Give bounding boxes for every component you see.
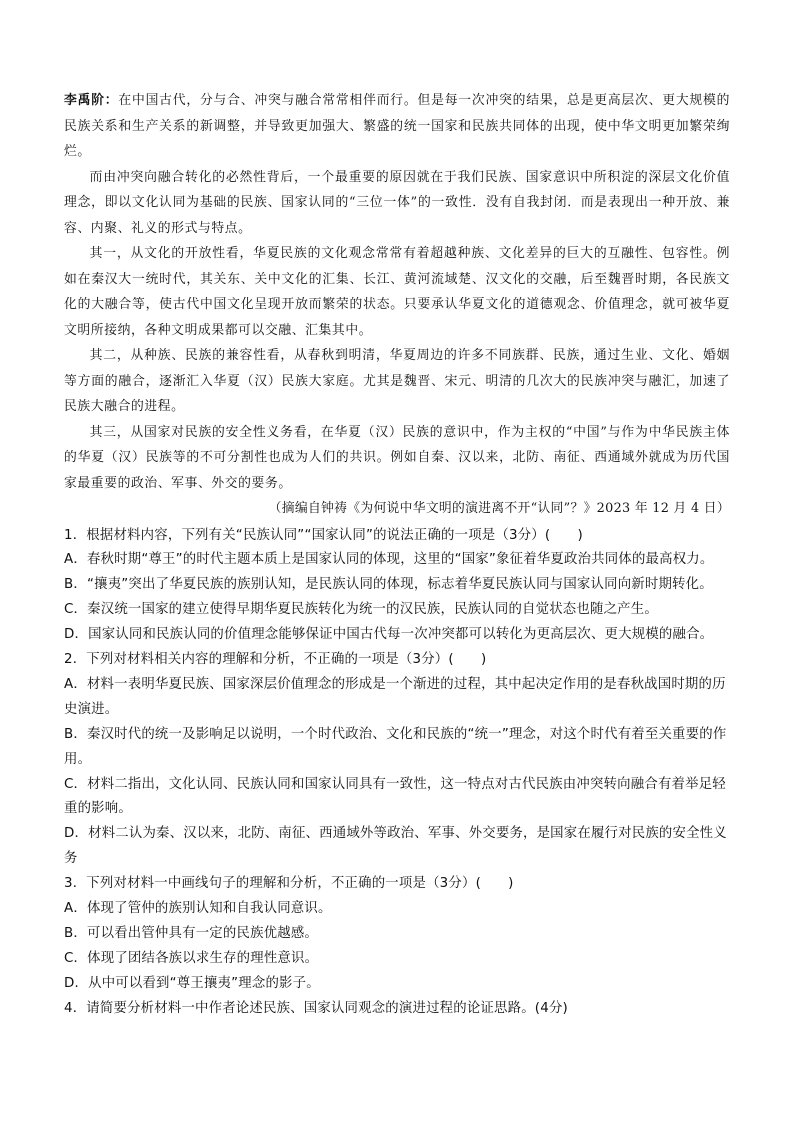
question-1-stem: 1．根据材料内容，下列有关“民族认同”“国家认同”的说法正确的一项是（3分）( ) — [64, 527, 583, 543]
question-4-stem: 4．请简要分析材料一中作者论述民族、国家认同观念的演进过程的论证思路。(4分) — [64, 1000, 568, 1016]
question-3-option-c: C．体现了团结各族以求生存的理性意识。 — [64, 950, 319, 966]
question-2-option-b: B．秦汉时代的统一及影响足以说明，一个时代政治、文化和民族的“统一”理念，对这个时代有着至关重要的作用。 — [64, 726, 727, 767]
question-3-option-d: D．从中可以看到“尊王攘夷”理念的影子。 — [64, 975, 320, 991]
question-2-option-c: C．材料二指出，文化认同、民族认同和国家认同具有一致性，这一特点对古代民族由冲突转向融合有着举足轻重的影响。 — [64, 776, 726, 817]
question-1-option-b: B．“攘夷”突出了华夏民族的族别认知，是民族认同的体现，标志着华夏民族认同与国家认同向新时期转化。 — [64, 577, 713, 593]
question-3-option-b: B．可以看出管仲具有一定的民族优越感。 — [64, 926, 319, 941]
exam-page — [64, 88, 730, 1022]
question-2-stem: 2．下列对材料相关内容的理解和分析，不正确的一项是（3分）( ) — [64, 652, 487, 668]
question-2-option-a: A．材料一表明华夏民族、国家深层价值理念的形成是一个渐进的过程，其中起决定作用的是春秋战国时期的历史演进。 — [64, 676, 726, 717]
passage-paragraph-1 — [64, 88, 730, 165]
reading-passage — [64, 88, 730, 496]
source-citation: （摘编自钟祷《为何说中华文明的演进离不开“认同”？》2023 年 12 月 4 日） — [268, 501, 730, 516]
passage-paragraph-5: 其三，从国家对民族的安全性义务看，在华夏（汉）民族的意识中，作为主权的“中国”与作为中华民族主体的华夏（汉）民族等的不可分割性也成为人们的共识。例如自秦、汉以来，北防、南征、西通域外就成为历代国家最重要的政治、军事、外交的要务。 — [64, 424, 730, 491]
question-2-option-d: D．材料二认为秦、汉以来，北防、南征、西通域外等政治、军事、外交要务，是国家在履行对民族的安全性义务 — [64, 826, 727, 867]
passage-paragraph-3: 其一，从文化的开放性看，华夏民族的文化观念常常有着超越种族、文化差异的巨大的互融性、包容性。例如在秦汉大一统时代，其关东、关中文化的汇集、长江、黄河流域楚、汉文化的交融，后至魏晋时期，各民族文化的大融合等，使古代中国文化呈现开放而繁荣的状态。只要承认华夏文化的道德观念、价值理念，就可被华夏文明所接纳，各种文明成果都可以交融、汇集其中。 — [64, 246, 730, 338]
question-1-option-a: A．春秋时期“尊王”的时代主题本质上是国家认同的体现，这里的“国家”象征着华夏政治共同体的最高权力。 — [64, 552, 714, 568]
question-1-option-c: C．秦汉统一国家的建立使得早期华夏民族转化为统一的汉民族，民族认同的自觉状态也随之产生。 — [64, 602, 658, 618]
question-list — [64, 524, 730, 1022]
passage-paragraph-4: 其二，从种族、民族的兼容性看，从春秋到明清，华夏周边的许多不同族群、民族，通过生业、文化、婚姻等方面的融合，逐渐汇入华夏（汉）民族大家庭。尤其是魏晋、宋元、明清的几次大的民族冲突与融汇，加速了民族大融合的进程。 — [64, 348, 730, 414]
passage-paragraph-2: 而由冲突向融合转化的必然性背后，一个最重要的原因就在于我们民族、国家意识中所积淀的深层文化价值理念，即以文化认同为基础的民族、国家认同的“三位一体”的一致性．没有自我封闭．而是表现出一种开放、兼容、内聚、礼义的形式与特点。 — [64, 169, 730, 236]
question-1-option-d: D．国家认同和民族认同的价值理念能够保证中国古代每一次冲突都可以转化为更高层次、更大规模的融合。 — [64, 627, 714, 643]
question-3-stem: 3．下列对材料一中画线句子的理解和分析，不正确的一项是（3分）( ) — [64, 876, 514, 892]
speaker-name: 李禹阶： — [64, 93, 119, 108]
paragraph-text: 在中国古代，分与合、冲突与融合常常相伴而行。但是每一次冲突的结果，总是更高层次、更大规模的民族关系和生产关系的新调整，并导致更加强大、繁盛的统一国家和民族共同体的出现，使中华文明更加繁荣绚烂。 — [64, 93, 731, 159]
question-3-option-a: A．体现了管仲的族别认知和自我认同意识。 — [64, 901, 332, 917]
